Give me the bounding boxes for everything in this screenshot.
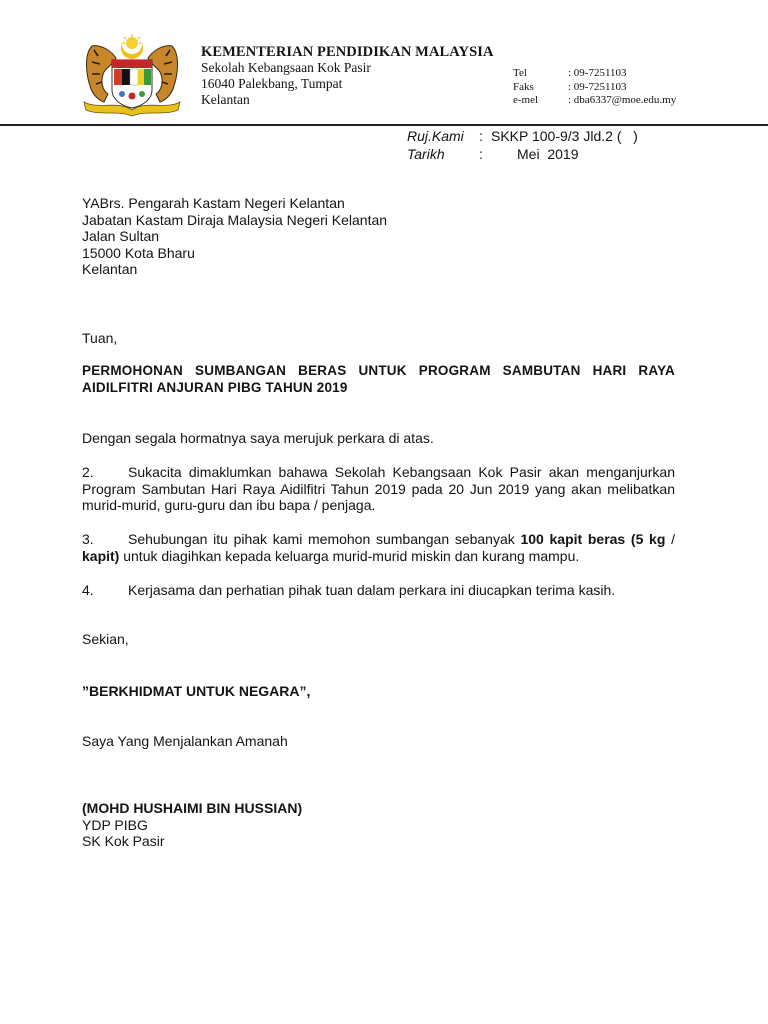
ministry-name: KEMENTERIAN PENDIDIKAN MALAYSIA [201,44,494,60]
tarikh-label: Tarikh [407,145,445,162]
ruj-label: Ruj.Kami [407,128,464,144]
rice-unit: kapit) [82,547,120,564]
paragraph-number: 2. [82,464,94,480]
paragraph-text: untuk diagihkan kepada keluarga murid-murid miskin dan kurang mampu. [119,547,580,564]
contact-tel [513,67,676,81]
school-state: Kelantan [201,92,250,107]
paragraph-2 [82,464,675,514]
paragraph-number: 4. [82,582,94,598]
reference-date [407,146,638,164]
paragraph-4 [82,582,675,599]
contact-email [513,94,676,108]
contact-value: : dba6337@moe.edu.my [568,94,677,106]
paragraph-text: Kerjasama dan perhatian pihak tuan dalam perkara ini diucapkan terima kasih. [128,582,616,598]
rice-quantity: 100 kapit beras (5 kg [520,531,666,547]
school-address: 16040 Palekbang, Tumpat [201,76,343,91]
recipient-line: Kelantan [82,261,138,277]
signatory-name: (MOHD HUSHAIMI BIN HUSSIAN) [82,800,303,816]
salutation: Tuan, [82,330,118,346]
recipient-line: Jalan Sultan [82,228,160,244]
recipient-line: Jabatan Kastam Diraja Malaysia Negeri Kelantan [82,211,388,228]
letterhead-divider [0,124,768,126]
ruj-colon: : [479,128,483,144]
tarikh-colon: : [479,145,483,162]
slash: / [665,531,675,547]
ruj-value: SKKP 100-9/3 Jld.2 ( ) [491,128,638,144]
signatory-title: YDP PIBG [82,816,148,833]
contact-value: : 09-7251103 [568,80,627,93]
contact-block [513,67,676,108]
contact-label: e-mel [513,94,539,106]
recipient-address [82,195,675,278]
contact-value: : 09-7251103 [568,67,627,79]
signature-block [82,800,675,850]
closing-amanah: Saya Yang Menjalankan Amanah [82,733,288,749]
paragraph-text: Sehubungan itu pihak kami memohon sumbangan sebanyak [128,531,521,547]
recipient-line: YABrs. Pengarah Kastam Negeri Kelantan [82,195,345,211]
malaysia-coat-of-arms-icon [78,34,186,118]
reference-ruj [407,128,638,146]
contact-label: Tel [513,67,527,79]
paragraph-number: 3. [82,531,94,547]
signatory-org: SK Kok Pasir [82,833,165,849]
paragraph-text: Sukacita dimaklumkan bahawa Sekolah Kebangsaan Kok Pasir akan menganjurkan Program Sambutan Hari Raya Aidilfitri Tahun 2019 pada 20 Jun 2019 yang akan melibatkan murid-murid, guru-guru dan ibu bapa / penjaga. [82,464,675,513]
subject-heading: PERMOHONAN SUMBANGAN BERAS UNTUK PROGRAM SAMBUTAN HARI RAYA AIDILFITRI ANJURAN PIBG TAHUN 2019 [82,363,675,395]
tarikh-value: Mei 2019 [517,145,579,162]
contact-label: Faks [513,80,534,93]
contact-fax [513,81,676,95]
recipient-line: 15000 Kota Bharu [82,244,195,261]
closing-sekian: Sekian, [82,631,129,647]
reference-block [407,128,638,163]
closing-motto: ”BERKHIDMAT UNTUK NEGARA”, [82,683,311,699]
paragraph-3 [82,531,675,564]
paragraph-1: Dengan segala hormatnya saya merujuk perkara di atas. [82,430,434,446]
school-name: Sekolah Kebangsaan Kok Pasir [201,60,371,75]
